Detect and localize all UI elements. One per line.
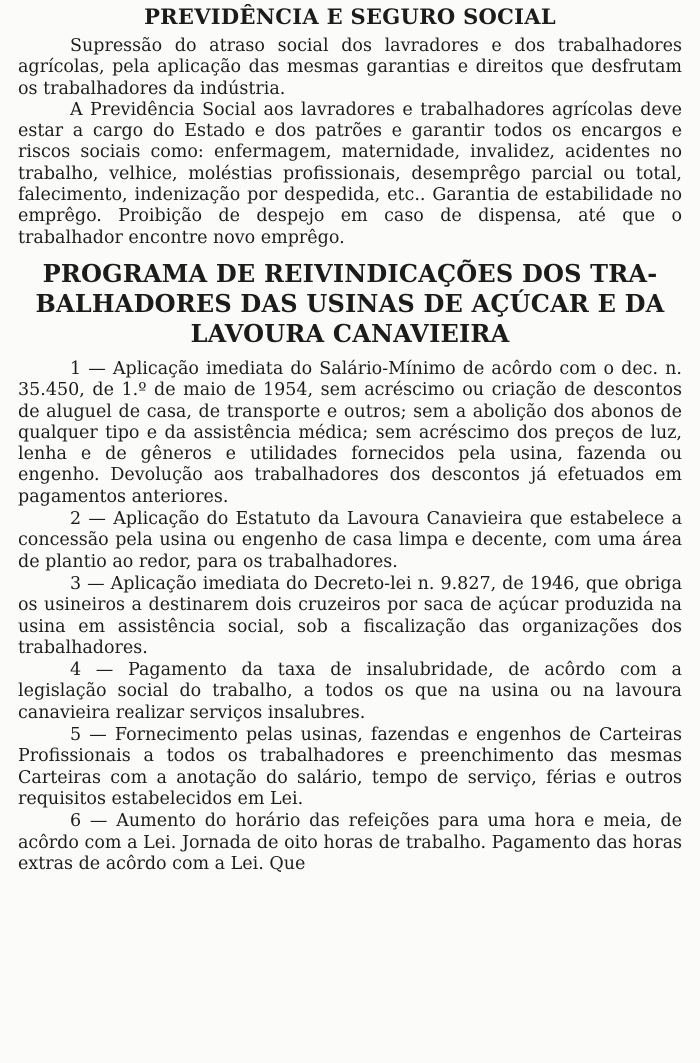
program-item-3: 3 — Aplicação imediata do Decreto-lei n. 9.827, de 1946, que obriga os usineiros a destinarem dois cruzeiros por saca de açúcar produzida na usina em assistência social, sob a fiscalização das organizações dos trabalhadores. (18, 573, 682, 658)
section-title: PREVIDÊNCIA E SEGURO SOCIAL (144, 4, 556, 29)
program-item-1: 1 — Aplicação imediata do Salário-Mínimo de acôrdo com o dec. n. 35.450, de 1.º de maio de 1954, sem acréscimo ou criação de descontos de aluguel de casa, de transporte e outros; sem a abolição dos abonos de qualquer tipo e da assistência médica; sem acréscimo dos preços de luz, lenha e de gêneros e utilidades fornecidos pela usina, fazenda ou engenho. Devolução aos trabalhadores dos descontos já efetuados em pagamentos anteriores. (18, 358, 682, 507)
program-title-line: LAVOURA CANAVIEIRA (190, 318, 510, 348)
program-title-line: BALHADORES DAS USINAS DE AÇÚCAR E DA (35, 288, 665, 318)
section-paragraph: A Previdência Social aos lavradores e trabalhadores agrícolas deve estar a cargo do Estado e dos patrões e garantir todos os encargos e riscos sociais como: enfermagem, maternidade, invalidez, acidentes no trabalho, velhice, moléstias profissionais, desemprêgo parcial ou total, falecimento, indenização por despedida, etc.. Garantia de estabilidade no emprêgo. Proibição de despejo em caso de dispensa, até que o trabalhador encontre novo emprêgo. (18, 99, 682, 248)
program-item-2: 2 — Aplicação do Estatuto da Lavoura Canavieira que estabelece a concessão pela usina ou engenho de casa limpa e decente, com uma área de plantio ao redor, para os trabalhadores. (18, 509, 682, 572)
program-item-4: 4 — Pagamento da taxa de insalubridade, de acôrdo com a legislação social do trabalho, a todos os que na usina ou na lavoura canavieira realizar serviços insalubres. (18, 660, 682, 723)
program-item-5: 5 — Fornecimento pelas usinas, fazendas e engenhos de Carteiras Profissionais a todos os trabalhadores e preenchimento das mesmas Carteiras com a anotação do salário, tempo de serviço, férias e outros requisitos estabelecidos em Lei. (18, 725, 682, 809)
program-title (18, 259, 682, 349)
section-paragraph: Supressão do atraso social dos lavradores e dos trabalhadores agrícolas, pela aplicação das mesmas garantias e direitos que desfrutam os trabalhadores da indústria. (18, 36, 682, 99)
program-item-6: 6 — Aumento do horário das refeições para uma hora e meia, de acôrdo com a Lei. Jornada de oito horas de trabalho. Pagamento das horas extras de acôrdo com a Lei. Que (18, 811, 682, 874)
program-title-line: PROGRAMA DE REIVINDICAÇÕES DOS TRA- (42, 258, 658, 288)
